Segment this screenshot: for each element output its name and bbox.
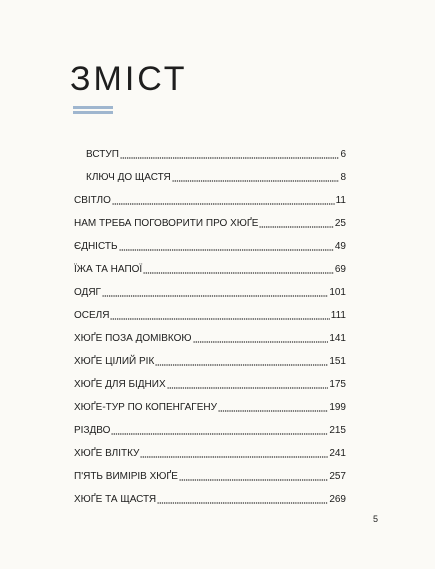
toc-entry[interactable] — [74, 444, 346, 460]
toc-entry-label: ВСТУП — [86, 149, 119, 160]
toc-entry-page: 49 — [334, 241, 346, 252]
toc-entry-page: 257 — [329, 471, 346, 482]
toc-entry-label: РІЗДВО — [74, 425, 111, 436]
leader-dots — [111, 433, 328, 435]
decorative-lines — [73, 106, 113, 118]
leader-dots — [167, 387, 329, 389]
toc-entry-page: 241 — [329, 448, 346, 459]
leader-dots — [119, 249, 334, 251]
toc-entry-label: НАМ ТРЕБА ПОГОВОРИТИ ПРО ХЮҐЕ — [74, 218, 259, 229]
toc-entry[interactable] — [74, 260, 346, 276]
toc-entry[interactable] — [74, 191, 346, 207]
leader-dots — [193, 341, 329, 343]
toc-entry-page: 111 — [330, 310, 346, 321]
toc-entry-page: 25 — [334, 218, 346, 229]
toc-entry-label: ХЮҐЕ ДЛЯ БІДНИХ — [74, 379, 166, 390]
toc-entry[interactable] — [74, 398, 346, 414]
toc-entry-label: ОСЕЛЯ — [74, 310, 110, 321]
toc-entry-page: 215 — [329, 425, 346, 436]
leader-dots — [157, 502, 328, 504]
toc-entry-label: ЇЖА ТА НАПОЇ — [74, 264, 143, 275]
toc-entry-label: ХЮҐЕ ПОЗА ДОМІВКОЮ — [74, 333, 192, 344]
toc-entry-page: 175 — [329, 379, 346, 390]
decorative-line — [73, 106, 113, 109]
toc-entry-label: СВІТЛО — [74, 195, 111, 206]
toc-entry-label: П'ЯТЬ ВИМІРІВ ХЮҐЕ — [74, 471, 178, 482]
toc-entry[interactable] — [74, 145, 346, 161]
leader-dots — [120, 157, 340, 159]
leader-dots — [112, 203, 335, 205]
toc-entry-label: КЛЮЧ ДО ЩАСТЯ — [86, 172, 171, 183]
toc-entry-page: 11 — [335, 195, 346, 206]
toc-entry[interactable] — [74, 329, 346, 345]
leader-dots — [155, 364, 328, 366]
toc-entry-page: 141 — [329, 333, 346, 344]
leader-dots — [140, 456, 328, 458]
leader-dots — [143, 272, 334, 274]
toc-entry-label: ХЮҐЕ ЦІЛИЙ РІК — [74, 356, 155, 367]
leader-dots — [259, 226, 333, 228]
toc-entry[interactable] — [74, 306, 346, 322]
toc-entry-page: 8 — [340, 172, 346, 183]
toc-entry-page: 101 — [329, 287, 346, 298]
leader-dots — [218, 410, 328, 412]
toc-entry-page: 151 — [329, 356, 346, 367]
toc-entry-label: ХЮҐЕ ТА ЩАСТЯ — [74, 494, 157, 505]
toc-entry[interactable] — [74, 352, 346, 368]
leader-dots — [110, 318, 329, 320]
toc-entry-page: 199 — [329, 402, 346, 413]
toc-entry-label: ЄДНІСТЬ — [74, 241, 118, 252]
toc-entry[interactable] — [74, 168, 346, 184]
toc-entry-page: 69 — [334, 264, 346, 275]
toc-entry-page: 269 — [329, 494, 346, 505]
toc-entry-label: ХЮҐЕ ВЛІТКУ — [74, 448, 140, 459]
toc-entry[interactable] — [74, 214, 346, 230]
toc-entry[interactable] — [74, 421, 346, 437]
toc-entry-page: 6 — [340, 149, 346, 160]
page-number: 5 — [373, 514, 379, 524]
leader-dots — [179, 479, 328, 481]
toc-entry-label: ХЮҐЕ-ТУР ПО КОПЕНГАГЕНУ — [74, 402, 217, 413]
toc-entry[interactable] — [74, 283, 346, 299]
toc-entry[interactable] — [74, 375, 346, 391]
toc-entry[interactable] — [74, 467, 346, 483]
decorative-line — [73, 111, 113, 114]
leader-dots — [172, 180, 340, 182]
toc-entry[interactable] — [74, 490, 346, 506]
leader-dots — [102, 295, 328, 297]
page-title: ЗМІСТ — [70, 60, 188, 98]
toc-entry[interactable] — [74, 237, 346, 253]
toc-entry-label: ОДЯГ — [74, 287, 101, 298]
